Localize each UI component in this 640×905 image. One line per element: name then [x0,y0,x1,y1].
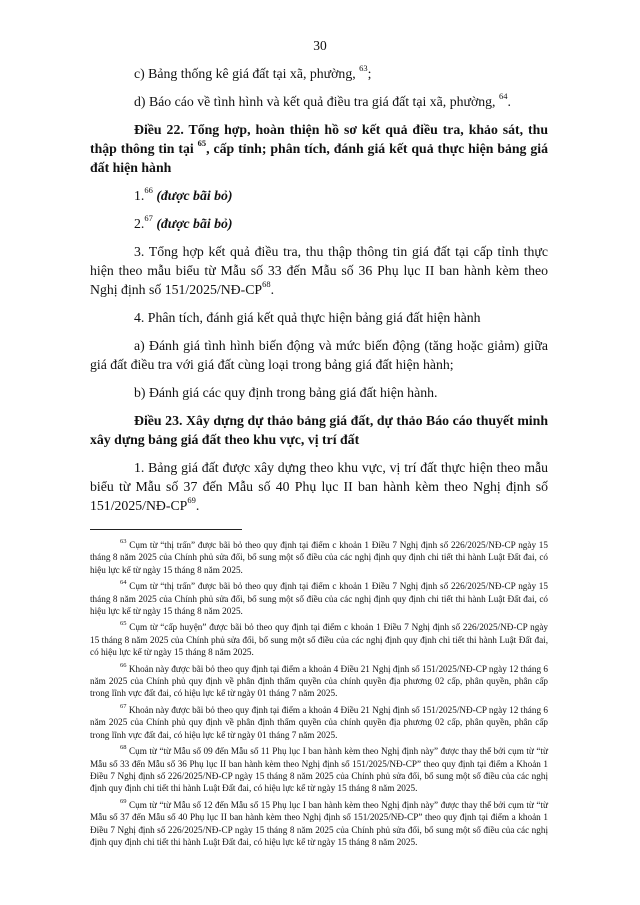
paragraph-text: d) Báo cáo về tình hình và kết quả điều tra giá đất tại xã, phường, [134,94,499,109]
footnote [90,663,548,700]
paragraph-point-d [90,92,548,111]
footnote-separator [90,529,242,530]
paragraph-tail: . [195,498,200,513]
footnote-number: 68 [120,744,127,752]
clause-1 [90,186,548,205]
paragraph-text: 3. Tổng hợp kết quả điều tra, thu thập thông tin giá đất tại cấp tỉnh thực hiện theo mẫu biểu từ Mẫu số 33 đến Mẫu số 36 Phụ lục II ban hành kèm theo Nghị định số 151/2025/NĐ-CP [90,244,548,297]
clause-4-point-a: a) Đánh giá tình hình biến động và mức biến động (tăng hoặc giảm) giữa giá đất điều tra với giá đất cùng loại trong bảng giá đất hiện hành; [90,338,548,372]
paragraph-text: c) Bảng thống kê giá đất tại xã, phường, [134,66,360,81]
heading-text-cont: , cấp tỉnh; phân tích, đánh giá kết quả thực hiện bảng giá đất hiện hành [90,141,548,175]
footnote-ref[interactable]: 64 [498,91,508,102]
footnote-number: 65 [120,620,127,628]
footnote-number: 63 [120,537,127,545]
footnote-number: 64 [120,579,127,587]
paragraph-text: 1. Bảng giá đất được xây dựng theo khu vực, vị trí đất thực hiện theo mẫu biểu từ Mẫu số 37 đến Mẫu số 40 Phụ lục II ban hành kèm theo Nghị định số 151/2025/NĐ-CP [90,460,548,513]
clause-3 [90,242,548,299]
footnote-number: 69 [120,797,127,805]
footnote-ref[interactable]: 68 [262,279,271,290]
article-23-heading: Điều 23. Xây dựng dự thảo bảng giá đất, dự thảo Báo cáo thuyết minh xây dựng bảng giá đất theo khu vực, vị trí đất [90,413,548,447]
footnote-text: Khoản này được bãi bỏ theo quy định tại điểm a khoản 4 Điều 21 Nghị định số 151/2025/NĐ-CP ngày 12 tháng 6 năm 2025 của Chính phủ quy định về phân định thẩm quyền của chính quyền địa phương 02 cấp, phân quyền, phân cấp trong lĩnh vực đất đai, có hiệu lực kể từ ngày 01 tháng 7 năm 2025. [90,663,548,699]
paragraph-tail: . [270,282,275,297]
repealed-note: (được bãi bỏ) [156,188,233,203]
footnote-number: 66 [120,661,127,669]
footnote-text: Cụm từ “từ Mẫu số 12 đến Mẫu số 15 Phụ lục I ban hành kèm theo Nghị định này” được thay thế bởi cụm từ “từ Mẫu số 37 đến Mẫu số 40 Phụ lục II ban hành kèm theo Nghị định số 151/2025/NĐ-CP” theo quy định tại điểm a khoản 1 Điều 7 Nghị định số 226/2025/NĐ-CP ngày 15 tháng 8 năm 2025 của Chính phủ sửa đổi, bổ sung một số điều của các nghị định quy định chi tiết thi hành Luật Đất đai, có hiệu lực kể từ ngày 15 tháng 8 năm 2025. [90,799,548,847]
page-content [90,64,548,852]
footnote [90,539,548,576]
paragraph-tail: ; [367,66,372,81]
article-23-clause-1 [90,458,548,515]
paragraph-tail: . [507,94,511,109]
clause-2 [90,214,548,233]
clause-4: 4. Phân tích, đánh giá kết quả thực hiện bảng giá đất hiện hành [134,310,481,325]
clause-number: 2. [134,216,145,231]
footnote-text: Cụm từ “từ Mẫu số 09 đến Mẫu số 11 Phụ lục I ban hành kèm theo Nghị định này” được thay thế bởi cụm từ “từ Mẫu số 33 đến Mẫu số 36 Phụ lục II ban hành kèm theo Nghị định số 151/2025/NĐ-CP” theo quy định tại điểm a Khoản 1 Điều 7 Nghị định số 226/2025/NĐ-CP ngày 15 tháng 8 năm 2025 của Chính phủ sửa đổi, bổ sung một số điều của các nghị định quy định chi tiết thi hành Luật Đất đai, có hiệu lực kể từ ngày 15 tháng 8 năm 2025. [90,746,548,794]
footnote-ref[interactable]: 67 [144,213,153,224]
footnote [90,704,548,741]
footnote [90,799,548,849]
heading-text: Điều 22. Tổng hợp, hoàn thiện hồ sơ kết quả điều tra, khảo sát, thu thập thông tin tại [90,122,548,156]
footnote-ref[interactable]: 63 [359,63,368,74]
footnote [90,580,548,617]
footnote [90,621,548,658]
clause-number: 1. [134,188,145,203]
footnote-text: Cụm từ “thị trấn” được bãi bỏ theo quy định tại điểm c khoản 1 Điều 7 Nghị định số 226/2025/NĐ-CP ngày 15 tháng 8 năm 2025 của Chính phủ sửa đổi, bổ sung một số điều của các nghị định quy định chi tiết thi hành Luật Đất đai, có hiệu lực kể từ ngày 15 tháng 8 năm 2025. [90,540,548,575]
page-number: 30 [313,38,327,53]
footnote-number: 67 [120,702,127,710]
footnote-text: Cụm từ “cấp huyện” được bãi bỏ theo quy định tại điểm c khoản 1 Điều 7 Nghị định số 226/2025/NĐ-CP ngày 15 tháng 8 năm 2025 của Chính phủ sửa đổi, bổ sung một số điều của các nghị định quy định chi tiết thi hành Luật Đất đai, có hiệu lực kể từ ngày 15 tháng 8 năm 2025. [90,622,548,658]
paragraph-point-c [90,64,548,83]
footnote-ref[interactable]: 66 [144,185,153,196]
footnote-ref[interactable]: 69 [187,495,196,506]
footnote-text: Khoản này được bãi bỏ theo quy định tại điểm a khoản 4 Điều 21 Nghị định số 151/2025/NĐ-CP ngày 12 tháng 6 năm 2025 của Chính phủ quy định về phân định thẩm quyền của chính quyền địa phương 02 cấp, phân quyền, phân cấp trong lĩnh vực đất đai, có hiệu lực kể từ ngày 01 tháng 7 năm 2025. [90,704,548,740]
clause-4-point-b: b) Đánh giá các quy định trong bảng giá đất hiện hành. [134,385,438,400]
footnotes [90,539,548,848]
article-22-heading [90,120,548,177]
footnote-text: Cụm từ “thị trấn” được bãi bỏ theo quy định tại điểm c khoản 1 Điều 7 Nghị định số 226/2025/NĐ-CP ngày 15 tháng 8 năm 2025 của Chính phủ sửa đổi, bổ sung một số điều của các nghị định quy định chi tiết thi hành Luật Đất đai, có hiệu lực kể từ ngày 15 tháng 8 năm 2025. [90,581,548,617]
footnote [90,745,548,795]
footnote-ref[interactable]: 65 [197,138,207,149]
repealed-note: (được bãi bỏ) [156,216,233,231]
